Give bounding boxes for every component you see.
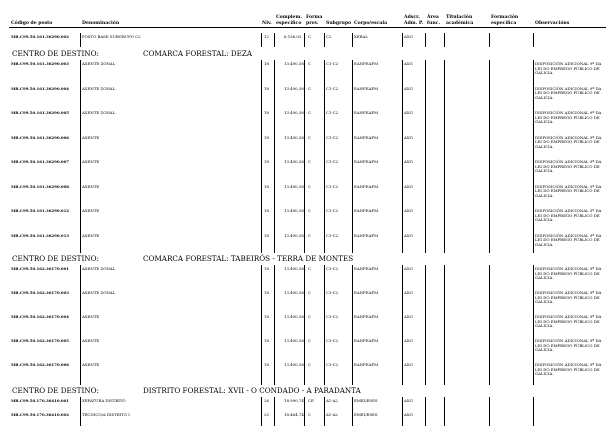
cell-complem: 13.490,38 (284, 183, 304, 189)
cell-adscr: AXG (404, 85, 413, 91)
cell-niv: 26 (264, 398, 269, 403)
cell-denominacion: AXENTE ZONAL (82, 110, 116, 115)
cell-subgrupo: C2 (326, 34, 332, 39)
cell-subgrupo: C1-C2 (326, 61, 339, 66)
column-divider (533, 60, 534, 253)
header-area-2: func. (427, 21, 441, 26)
cell-forma: C (308, 314, 311, 319)
cell-adscr: AXG (404, 159, 413, 164)
cell-denominacion: AXENTE ZONAL (82, 290, 116, 295)
column-divider (80, 265, 81, 385)
table-row (0, 33, 615, 47)
column-divider (304, 397, 305, 426)
cell-codigo: MR.C99.50.170.36410.002 (11, 412, 70, 417)
cell-adscr: AXG (404, 34, 413, 39)
cell-adscr: AXG (404, 110, 413, 115)
table-row (0, 134, 615, 159)
cell-complem: 18.464,74 (284, 412, 304, 417)
cell-forma: C (308, 362, 311, 367)
cell-denominacion: AXENTE (82, 183, 100, 189)
cell-corpo: EMEI/ESES (354, 398, 378, 403)
column-divider (324, 33, 325, 47)
column-divider (80, 60, 81, 253)
cell-codigo: MR.C99.50.161.36290.002 (11, 34, 70, 39)
cell-observacions: DISPOSICIÓN ADICIONAL 9ª DA LEI DO EMPREGO PÚBLICO DE GALICIA. (535, 183, 602, 198)
table-row (0, 289, 615, 313)
cell-corpo: EANFEAFM (354, 290, 379, 295)
cell-subgrupo: C1-C2 (326, 314, 339, 319)
table-row (0, 265, 615, 289)
cell-subgrupo: A1-A2 (326, 398, 338, 403)
cell-corpo: EANFEAFM (354, 314, 379, 319)
header-titulacion-1: Titulación (446, 15, 473, 20)
table-row (0, 337, 615, 361)
cell-denominacion: AXENTE (82, 232, 100, 238)
cell-niv: 18 (264, 232, 269, 238)
column-divider (352, 60, 353, 253)
cell-observacions: DISPOSICIÓN ADICIONAL 9ª DA LEI DO EMPREGO PÚBLICO DE GALICIA. (535, 290, 602, 305)
header-forma-1: Forma (306, 15, 323, 20)
cell-forma: C (308, 183, 311, 189)
cell-forma: C (308, 110, 311, 115)
cell-adscr: AXG (404, 208, 413, 213)
header-adscr-1: Adscr. (404, 15, 420, 20)
cell-subgrupo: C1-C2 (326, 208, 339, 213)
cell-denominacion: AXENTE ZONAL (82, 85, 116, 91)
cell-complem: 13.490,38 (284, 159, 304, 164)
header-area-1: Área (427, 15, 439, 20)
cell-observacions: DISPOSICIÓN ADICIONAL 9ª DA LEI DO EMPREGO PÚBLICO DE GALICIA. (535, 134, 602, 149)
column-divider (489, 397, 490, 426)
header-complem-1: Complem. (276, 15, 302, 20)
header-titulacion-2: académica (446, 21, 474, 26)
column-divider (80, 397, 81, 426)
cell-niv: 18 (264, 208, 269, 213)
cell-forma: C (308, 412, 311, 417)
column-divider (274, 265, 275, 385)
cell-codigo: MR.C99.50.161.36290.012 (11, 208, 70, 213)
cell-complem: 13.490,38 (284, 85, 304, 91)
column-divider (444, 60, 445, 253)
cell-adscr: AXG (404, 266, 413, 271)
cell-corpo: EANFEAFM (354, 61, 379, 66)
cell-subgrupo: C1-C2 (326, 232, 339, 238)
cell-niv: 18 (264, 85, 269, 91)
cell-niv: 18 (264, 134, 269, 140)
header-denominacion: Denominación (82, 21, 120, 26)
cell-corpo: EANFEAFM (354, 208, 379, 213)
table-row (0, 183, 615, 208)
cell-subgrupo: C1-C2 (326, 266, 339, 271)
header-rule (9, 27, 606, 28)
table-row (0, 109, 615, 134)
cell-observacions: DISPOSICIÓN ADICIONAL 9ª DA LEI DO EMPREGO PÚBLICO DE GALICIA. (535, 362, 602, 377)
cell-subgrupo: C1-C2 (326, 110, 339, 115)
column-divider (425, 60, 426, 253)
cell-complem: 13.490,38 (284, 134, 304, 140)
cell-adscr: AXG (404, 232, 413, 238)
cell-codigo: MR.C99.50.161.36290.007 (11, 159, 70, 164)
cell-observacions: DISPOSICIÓN ADICIONAL 9ª DA LEI DO EMPREGO PÚBLICO DE GALICIA. (535, 314, 602, 329)
cell-denominacion: AXENTE (82, 314, 100, 319)
cell-denominacion: AXENTE (82, 362, 100, 367)
cell-corpo: EANFEAFM (354, 134, 379, 140)
cell-complem: 13.490,38 (284, 61, 304, 66)
column-divider (274, 397, 275, 426)
column-divider (444, 265, 445, 385)
cell-corpo: EANFEAFM (354, 266, 379, 271)
section-label: CENTRO DE DESTINO: (12, 49, 99, 58)
header-complem-2: específico (276, 21, 302, 26)
cell-observacions: DISPOSICIÓN ADICIONAL 9ª DA LEI DO EMPREGO PÚBLICO DE GALICIA. (535, 61, 602, 76)
cell-observacions: DISPOSICIÓN ADICIONAL 9ª DA LEI DO EMPREGO PÚBLICO DE GALICIA. (535, 266, 602, 281)
section-label: CENTRO DE DESTINO: (12, 254, 99, 263)
cell-corpo: EANFEAFM (354, 232, 379, 238)
cell-codigo: MR.C99.50.161.36290.006 (11, 134, 70, 140)
column-divider (80, 33, 81, 47)
header-subgrupo: Subgrupo (326, 21, 352, 26)
cell-codigo: MR.C99.50.161.36290.005 (11, 110, 70, 115)
cell-complem: 13.490,38 (284, 232, 304, 238)
column-divider (304, 60, 305, 253)
cell-niv: 18 (264, 61, 269, 66)
cell-denominacion: TÉCNICO/A DISTRITO I (82, 412, 130, 417)
cell-denominacion: AXENTE (82, 159, 100, 164)
cell-niv: 18 (264, 338, 269, 343)
cell-observacions: DISPOSICIÓN ADICIONAL 9ª DA LEI DO EMPREGO PÚBLICO DE GALICIA. (535, 338, 602, 353)
cell-codigo: MR.C99.50.170.36410.001 (11, 398, 70, 403)
cell-corpo: EANFEAFM (354, 159, 379, 164)
column-divider (352, 265, 353, 385)
cell-codigo: MR.C99.50.161.36290.003 (11, 61, 70, 66)
cell-niv: 18 (264, 290, 269, 295)
column-divider (402, 60, 403, 253)
cell-corpo: EMEI/ESES (354, 412, 378, 417)
header-adscr-2: Adm. P. (404, 21, 424, 26)
cell-denominacion: POSTO BASE SUBGRUPO C2 (82, 34, 141, 39)
section-name: COMARCA FORESTAL: DEZA (143, 49, 253, 58)
cell-niv: 18 (264, 314, 269, 319)
header-forma-2: prov. (306, 21, 319, 26)
column-divider (261, 60, 262, 253)
cell-adscr: AXG (404, 338, 413, 343)
column-divider (261, 265, 262, 385)
section-name: DISTRITO FORESTAL: XVII - O CONDADO - A PARADANTA (143, 386, 361, 395)
cell-denominacion: AXENTE (82, 134, 100, 140)
column-divider (402, 33, 403, 47)
cell-codigo: MR.C99.50.162.36170.003 (11, 290, 70, 295)
cell-complem: 13.490,38 (284, 266, 304, 271)
cell-niv: 18 (264, 110, 269, 115)
column-divider (533, 397, 534, 426)
column-divider (324, 265, 325, 385)
section-name: COMARCA FORESTAL: TABEIRÓS - TERRA DE MONTES (143, 254, 354, 263)
table-row (0, 85, 615, 110)
column-divider (489, 60, 490, 253)
cell-forma: C (308, 232, 311, 238)
column-divider (324, 60, 325, 253)
cell-denominacion: AXENTE ZONAL (82, 266, 116, 271)
cell-subgrupo: C1-C2 (326, 183, 339, 189)
cell-codigo: MR.C99.50.162.36170.001 (11, 266, 70, 271)
cell-complem: 18.990,74 (284, 398, 304, 403)
cell-corpo: EANFEAFM (354, 362, 379, 367)
column-divider (533, 265, 534, 385)
cell-adscr: AXG (404, 61, 413, 66)
table-row (0, 361, 615, 385)
header-codigo: Código de posto (11, 21, 53, 26)
cell-forma: C (308, 159, 311, 164)
cell-subgrupo: C1-C2 (326, 290, 339, 295)
column-divider (274, 33, 275, 47)
column-divider (444, 33, 445, 47)
table-row (0, 411, 615, 425)
cell-observacions: DISPOSICIÓN ADICIONAL 9ª DA LEI DO EMPREGO PÚBLICO DE GALICIA. (535, 159, 602, 174)
cell-codigo: MR.C99.50.162.36170.006 (11, 362, 70, 367)
table-row (0, 60, 615, 85)
cell-adscr: AXG (404, 362, 413, 367)
table-row (0, 232, 615, 257)
cell-complem: 13.490,38 (284, 314, 304, 319)
header-formacion-1: Formación (491, 15, 519, 20)
cell-complem: 13.490,38 (284, 110, 304, 115)
column-divider (425, 33, 426, 47)
cell-corpo: XERAL (354, 34, 368, 39)
cell-adscr: AXG (404, 314, 413, 319)
cell-forma: C (308, 266, 311, 271)
column-divider (402, 397, 403, 426)
section-label: CENTRO DE DESTINO: (12, 386, 99, 395)
cell-niv: 25 (264, 412, 269, 417)
cell-complem: 13.490,38 (284, 338, 304, 343)
cell-denominacion: AXENTE ZONAL (82, 61, 116, 66)
column-divider (402, 265, 403, 385)
column-divider (261, 33, 262, 47)
cell-codigo: MR.C99.50.161.36290.008 (11, 183, 70, 189)
cell-forma: C (308, 34, 311, 39)
table-row (0, 313, 615, 337)
column-divider (304, 33, 305, 47)
cell-codigo: MR.C99.50.161.36290.004 (11, 85, 70, 91)
cell-codigo: MR.C99.50.162.36170.005 (11, 338, 70, 343)
table-row (0, 397, 615, 411)
column-divider (425, 265, 426, 385)
header-niv: Niv. (262, 21, 272, 26)
cell-forma: C (308, 85, 311, 91)
column-divider (533, 33, 534, 47)
cell-forma: C (308, 290, 311, 295)
cell-observacions: DISPOSICIÓN ADICIONAL 9ª DA LEI DO EMPREGO PÚBLICO DE GALICIA. (535, 208, 602, 223)
table-row (0, 207, 615, 232)
cell-codigo: MR.C99.50.162.36170.004 (11, 314, 70, 319)
cell-niv: 18 (264, 362, 269, 367)
header-observacions: Observacións (535, 21, 570, 26)
column-divider (352, 33, 353, 47)
column-divider (324, 397, 325, 426)
cell-complem: 13.490,38 (284, 290, 304, 295)
cell-niv: 18 (264, 266, 269, 271)
cell-codigo: MR.C99.50.161.36290.013 (11, 232, 70, 238)
cell-subgrupo: C1-C2 (326, 362, 339, 367)
cell-adscr: AXG (404, 412, 413, 417)
cell-forma: C (308, 208, 311, 213)
column-divider (444, 397, 445, 426)
cell-observacions: DISPOSICIÓN ADICIONAL 9ª DA LEI DO EMPREGO PÚBLICO DE GALICIA. (535, 110, 602, 125)
header-corpo: Corpo/escala (354, 21, 388, 26)
header-formacion-2: específica (491, 21, 517, 26)
cell-observacions: DISPOSICIÓN ADICIONAL 9ª DA LEI DO EMPREGO PÚBLICO DE GALICIA. (535, 85, 602, 100)
cell-subgrupo: C1-C2 (326, 159, 339, 164)
cell-forma: CE (308, 398, 314, 403)
cell-subgrupo: A1-A2 (326, 412, 338, 417)
cell-corpo: EANFEAFM (354, 85, 379, 91)
cell-forma: C (308, 338, 311, 343)
column-divider (304, 265, 305, 385)
cell-denominacion: AXENTE (82, 338, 100, 343)
column-divider (489, 33, 490, 47)
table-row (0, 158, 615, 183)
column-divider (352, 397, 353, 426)
column-divider (489, 265, 490, 385)
cell-denominacion: XEFATURA DISTRITO (82, 398, 126, 403)
cell-denominacion: AXENTE (82, 208, 100, 213)
column-divider (261, 397, 262, 426)
column-divider (274, 60, 275, 253)
cell-forma: C (308, 134, 311, 140)
cell-observacions: DISPOSICIÓN ADICIONAL 9ª DA LEI DO EMPREGO PÚBLICO DE GALICIA. (535, 232, 602, 247)
cell-complem: 6.136,02 (284, 34, 302, 39)
cell-niv: 18 (264, 183, 269, 189)
cell-subgrupo: C1-C2 (326, 134, 339, 140)
cell-niv: 12 (264, 34, 269, 39)
cell-complem: 13.490,38 (284, 208, 304, 213)
cell-subgrupo: C1-C2 (326, 338, 339, 343)
cell-complem: 13.490,38 (284, 362, 304, 367)
cell-forma: C (308, 61, 311, 66)
cell-adscr: AXG (404, 183, 413, 189)
cell-adscr: AXG (404, 290, 413, 295)
cell-corpo: EANFEAFM (354, 110, 379, 115)
cell-niv: 18 (264, 159, 269, 164)
cell-adscr: AXG (404, 134, 413, 140)
cell-adscr: AXG (404, 398, 413, 403)
cell-corpo: EANFEAFM (354, 183, 379, 189)
cell-subgrupo: C1-C2 (326, 85, 339, 91)
cell-corpo: EANFEAFM (354, 338, 379, 343)
column-divider (425, 397, 426, 426)
